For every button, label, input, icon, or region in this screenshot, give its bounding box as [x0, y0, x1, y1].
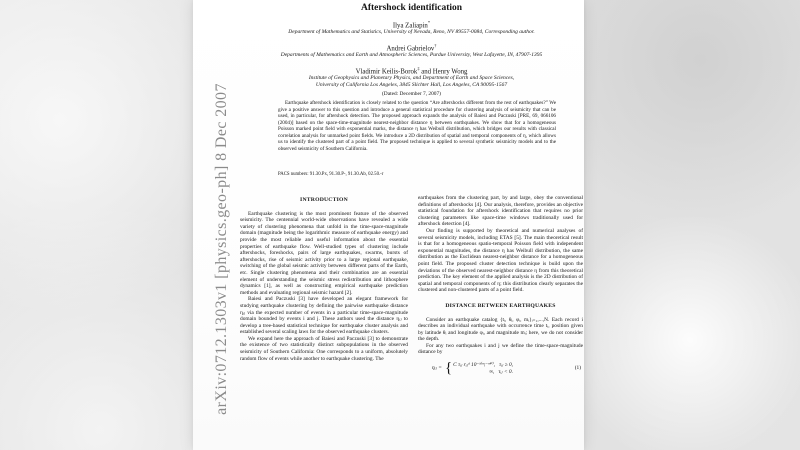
author-2-name: Andrei Gabrielov	[386, 45, 435, 53]
right-paragraph-4: For any two earthquakes i and j we define the time-space-magnitude distance by	[418, 342, 583, 356]
author-3	[240, 66, 583, 75]
equation-case-2-expr: ∞,	[489, 368, 495, 375]
author-3-name: Vladimir Keilis-Borok	[355, 68, 418, 76]
equation-case-1-cond: τᵢⱼ ≥ 0,	[499, 361, 513, 368]
author-1-affiliation: Department of Mathematics and Statistics, University of Nevada, Reno, NV 89557-0084, Corresponding author.	[288, 29, 535, 36]
author-2-affiliation: Departments of Mathematics and Earth and Atmospheric Sciences, Purdue University, West Lafayette, IN, 47907-1395	[280, 52, 543, 59]
arxiv-sidebar-stamp: arXiv:0712.1303v1 [physics.geo-ph] 8 Dec 2007	[213, 83, 230, 415]
equation-case-2-cond: τᵢⱼ < 0.	[498, 368, 513, 375]
author-1	[240, 20, 583, 29]
left-column	[240, 197, 408, 362]
equation-number: (1)	[574, 365, 581, 372]
equation-1	[418, 361, 583, 376]
title-block	[240, 3, 583, 97]
equation-lhs: ηᵢⱼ =	[432, 365, 442, 372]
left-paragraph-3: We expand here the approach of Baiesi and Paczuski [3] to demonstrate the existence of two statistically distinct subpopulations in the observed seismicity of Southern California: One corresponds to a uniform, absolutely random flow of events while another to earthquake clustering. The	[240, 335, 408, 362]
section-heading-introduction: INTRODUCTION	[300, 197, 348, 203]
abstract-text: Earthquake aftershock identification is closely related to the question “Are aftershocks different from the rest of earthquakes?” We give a positive answer to this question and introduce a general statistical procedure for clustering analysis of seismicity that can be used, in particular, for aftershock detection. The proposed approach expands the analysis of Baiesi and Paczuski [PRE, 69, 066106 (2004)] based on the space-time-magnitude nearest-neighbor distance η between earthquakes. We show that for a homogeneous Poisson marked point field with exponential marks, the distance η has Weibull distribution, which bridges our results with classical correlation analysis for unmarked point fields. We introduce a 2D distribution of spatial and temporal components of η, which allows us to identify the clustered part of a point field. The proposed technique is applied to several synthetic seismicity models and to the observed seismicity of Southern California.	[278, 100, 556, 152]
page-title: Aftershock identification	[360, 3, 463, 13]
author-1-name: Ilya Zaliapin	[392, 22, 428, 30]
right-paragraph-3: Consider an earthquake catalog {tᵢ, θᵢ, φᵢ, mᵢ}ᵢ₌₁,...,N. Each record i describes an individual earthquake with occurrence time tᵢ, position given by latitude θᵢ and longitude φᵢ, and magnitude mᵢ; here, we do not consider the depth.	[418, 316, 583, 343]
section-heading-distance: DISTANCE BETWEEN EARTHQUAKES	[445, 302, 556, 309]
equation-case-1-expr: C τᵢⱼ rᵢⱼᵈ 10⁻ᵇ⁽ᵐᵢ⁻ᵐ⁰⁾,	[453, 361, 496, 368]
author-3-affiliation-line2: University of California Los Angeles, 3845 Slichter Hall, Los Angeles, CA 90095-1567	[315, 82, 508, 89]
equation-cases	[453, 362, 513, 375]
author-2-mark: †	[434, 43, 437, 49]
author-3-affiliation-line1: Institute of Geophysics and Planetary Physics, and Department of Earth and Space Sciences,	[308, 75, 515, 82]
pacs-line: PACS numbers: 91.30.Px, 91.30.P-, 91.30.Ab, 02.50.-r	[278, 172, 384, 177]
right-paragraph-1: earthquakes from the clustering part, by and large, obey the conventional definitions of aftershocks [4]. Our analysis, therefore, provides an objective statistical foundation for aftershock identification that requires no prior clustering parameters like space-time windows traditionally used for aftershock detection [4].	[418, 195, 583, 228]
author-3-mark: ‡	[417, 66, 420, 72]
equation-case-1	[453, 362, 513, 369]
left-paragraph-1: Earthquake clustering is the most prominent feature of the observed seismicity. The centennial world-wide observations have revealed a wide variety of clustering phenomena that unfold in the time-space-magnitude domain (magnitude being the logarithmic measure of earthquake energy) and provide the most reliable and useful information about the essential properties of earthquake flow. Well-studied types of clustering include aftershocks, foreshocks, pairs of large earthquakes, swarms, bursts of aftershocks, rise of seismic activity prior to a large regional earthquake, switching of the global seismic activity between different parts of the Earth, etc. Single clustering phenomena and their combination are an essential element of understanding the seismic stress redistribution and lithosphere dynamics [1], as well as constructing empirical earthquake prediction methods and evaluating regional seismic hazard [2].	[240, 210, 408, 296]
right-paragraph-2: Our finding is supported by theoretical and numerical analyses of several seismicity models, including ETAS [5]. The main theoretical result is that for a homogeneous spatio-temporal Poisson field with independent exponential magnitudes, the distance η has Weibull distribution, the same distribution as the Euclidean nearest-neighbor distance for a homogeneous point field. The proposed cluster detection technique is build upon the deviations of the observed nearest-neighbor distance η from this theoretical prediction. The key element of the applied analysis is the 2D distribution of spatial and temporal components of η; this distribution clearly separates the clustered and non-clustered parts of a point field.	[418, 227, 583, 294]
author-1-mark: *	[427, 20, 431, 25]
author-3-rest: and Henry Wong	[419, 68, 468, 76]
right-column	[418, 195, 583, 376]
dated-line: (Dated: December 7, 2007)	[382, 90, 441, 97]
author-2	[240, 43, 583, 52]
left-paragraph-2: Baiesi and Paczuski [3] have developed an elegant framework for studying earthquake clustering by defining the pairwise earthquake distance ηᵢⱼ via the expected number of events in a particular time-space-magnitude domain bounded by events i and j. These authors used the distance ηᵢⱼ to develop a tree-based statistical technique for earthquake cluster analysis and established several scaling laws for the observed earthquake clusters.	[240, 296, 408, 336]
equation-brace: {	[444, 360, 453, 377]
abstract	[278, 100, 556, 152]
equation-case-2	[453, 369, 513, 376]
